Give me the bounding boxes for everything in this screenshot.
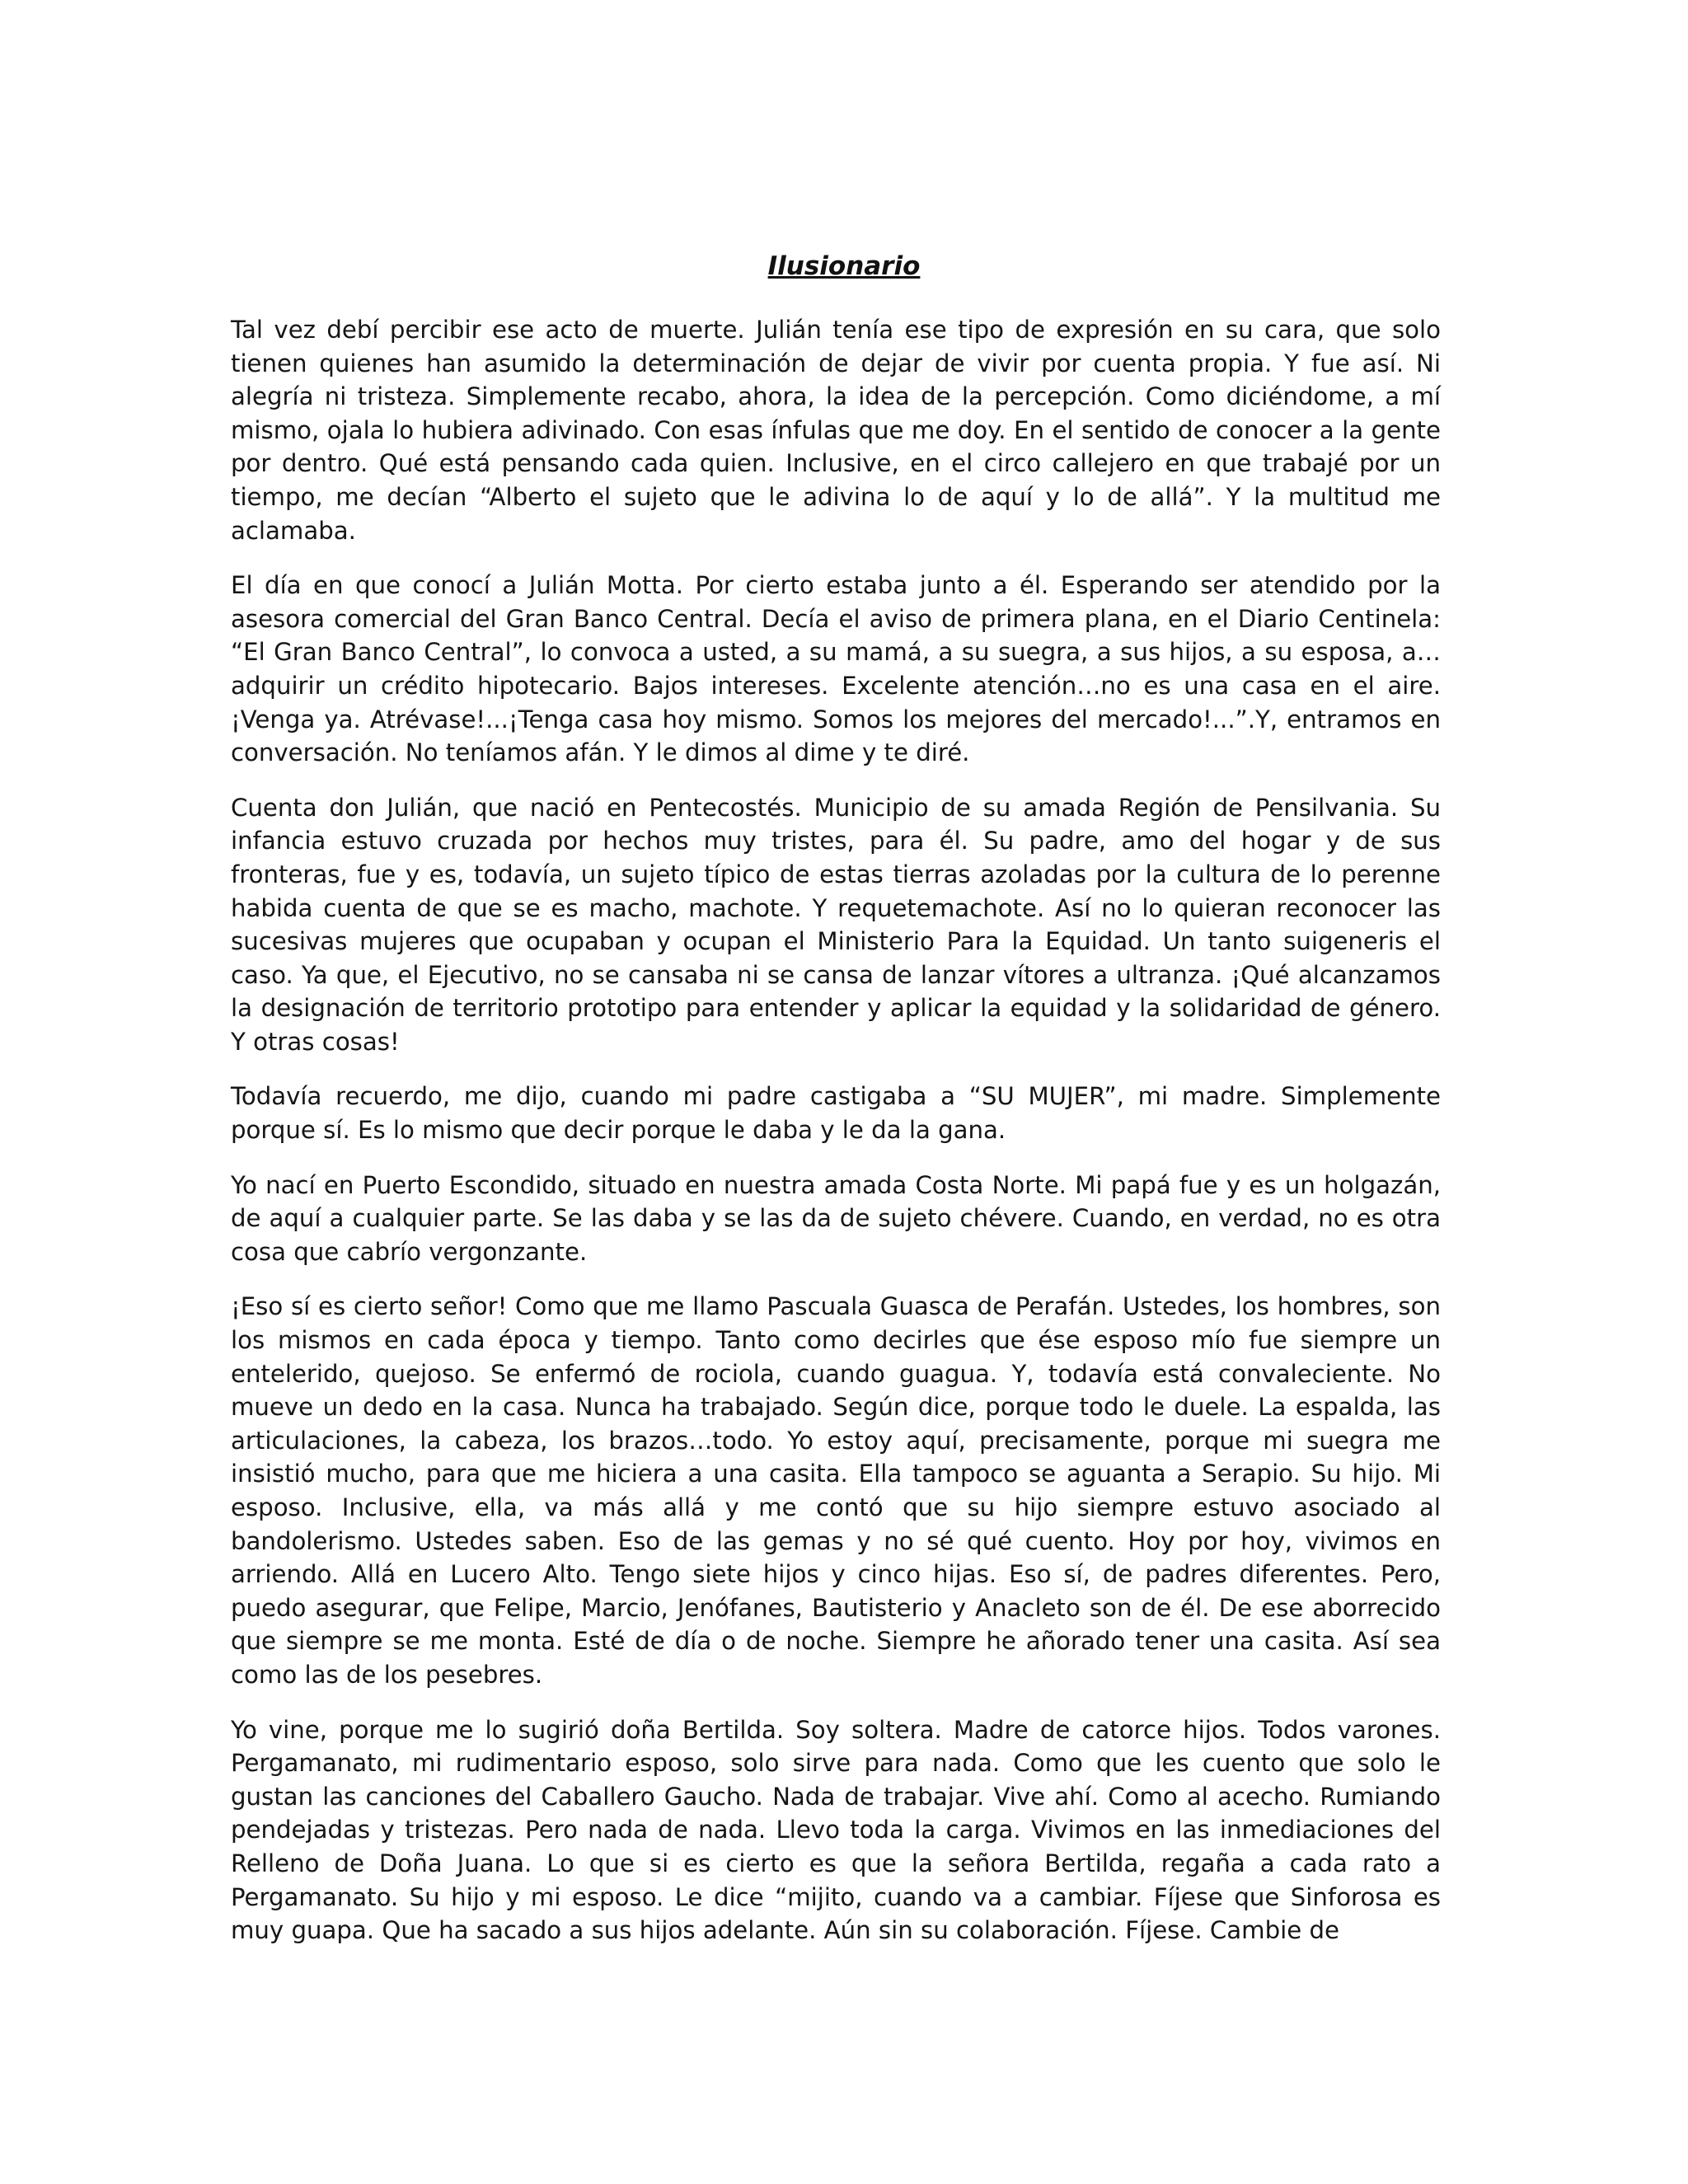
paragraph-7: Yo vine, porque me lo sugirió doña Bertilda. Soy soltera. Madre de catorce hijos. Todos varones. Pergamanato, mi rudimentario esposo, solo sirve para nada. Como que les cuento que solo le gustan las canciones del Caballero Gaucho. Nada de trabajar. Vive ahí. Como al acecho. Rumiando pendejadas y tristezas. Pero nada de nada. Llevo toda la carga. Vivimos en las inmediaciones del Relleno de Doña Juana. Lo que si es cierto es que la señora Bertilda, regaña a cada rato a Pergamanato. Su hijo y mi esposo. Le dice “mijito, cuando va a cambiar. Fíjese que Sinforosa es muy guapa. Que ha sacado a sus hijos adelante. Aún sin su colaboración. Fíjese. Cambie de <box>231 1715 1441 1945</box>
document-title: Ilusionario <box>767 251 921 281</box>
paragraph-6: ¡Eso sí es cierto señor! Como que me llamo Pascuala Guasca de Perafán. Ustedes, los hombres, son los mismos en cada época y tiempo. Tanto como decirles que ése esposo mío fue siempre un entelerido, quejoso. Se enfermó de rociola, cuando guagua. Y, todavía está convaleciente. No mueve un dedo en la casa. Nunca ha trabajado. Según dice, porque todo le duele. La espalda, las articulaciones, la cabeza, los brazos…todo. Yo estoy aquí, precisamente, porque mi suegra me insistió mucho, para que me hiciera a una casita. Ella tampoco se aguanta a Serapio. Su hijo. Mi esposo. Inclusive, ella, va más allá y me contó que su hijo siempre estuvo asociado al bandolerismo. Ustedes saben. Eso de las gemas y no sé qué cuento. Hoy por hoy, vivimos en arriendo. Allá en Lucero Alto. Tengo siete hijos y cinco hijas. Eso sí, de padres diferentes. Pero, puedo asegurar, que Felipe, Marcio, Jenófanes, Bautisterio y Anacleto son de él. De ese aborrecido que siempre se me monta. Esté de día o de noche. Siempre he añorado tener una casita. Así sea como las de los pesebres. <box>231 1292 1441 1689</box>
paragraph-1: Tal vez debí percibir ese acto de muerte. Julián tenía ese tipo de expresión en su cara, que solo tienen quienes han asumido la determinación de dejar de vivir por cuenta propia. Y fue así. Ni alegría ni tristeza. Simplemente recabo, ahora, la idea de la percepción. Como diciéndome, a mí mismo, ojala lo hubiera adivinado. Con esas ínfulas que me doy. En el sentido de conocer a la gente por dentro. Qué está pensando cada quien. Inclusive, en el circo callejero en que trabajé por un tiempo, me decían “Alberto el sujeto que le adivina lo de aquí y lo de allá”. Y la multitud me aclamaba. <box>231 316 1441 545</box>
paragraph-5: Yo nací en Puerto Escondido, situado en nuestra amada Costa Norte. Mi papá fue y es un holgazán, de aquí a cualquier parte. Se las daba y se las da de sujeto chévere. Cuando, en verdad, no es otra cosa que cabrío vergonzante. <box>231 1170 1441 1266</box>
paragraph-4: Todavía recuerdo, me dijo, cuando mi padre castigaba a “SU MUJER”, mi madre. Simplemente porque sí. Es lo mismo que decir porque le daba y le da la gana. <box>231 1082 1441 1145</box>
paragraph-3: Cuenta don Julián, que nació en Pentecostés. Municipio de su amada Región de Pensilvania. Su infancia estuvo cruzada por hechos muy tristes, para él. Su padre, amo del hogar y de sus fronteras, fue y es, todavía, un sujeto típico de estas tierras azoladas por la cultura de lo perenne habida cuenta de que se es macho, machote. Y requetemachote. Así no lo quieran reconocer las sucesivas mujeres que ocupaban y ocupan el Ministerio Para la Equidad. Un tanto suigeneris el caso. Ya que, el Ejecutivo, no se cansaba ni se cansa de lanzar vítores a ultranza. ¡Qué alcanzamos la designación de territorio prototipo para entender y aplicar la equidad y la solidaridad de género. Y otras cosas! <box>231 793 1441 1056</box>
document-body <box>231 313 1441 1969</box>
paragraph-2: El día en que conocí a Julián Motta. Por cierto estaba junto a él. Esperando ser atendido por la asesora comercial del Gran Banco Central. Decía el aviso de primera plana, en el Diario Centinela: “El Gran Banco Central”, lo convoca a usted, a su mamá, a su suegra, a sus hijos, a su esposa, a…adquirir un crédito hipotecario. Bajos intereses. Excelente atención…no es una casa en el aire. ¡Venga ya. Atrévase!...¡Tenga casa hoy mismo. Somos los mejores del mercado!...”.Y, entramos en conversación. No teníamos afán. Y le dimos al dime y te diré. <box>231 571 1441 767</box>
